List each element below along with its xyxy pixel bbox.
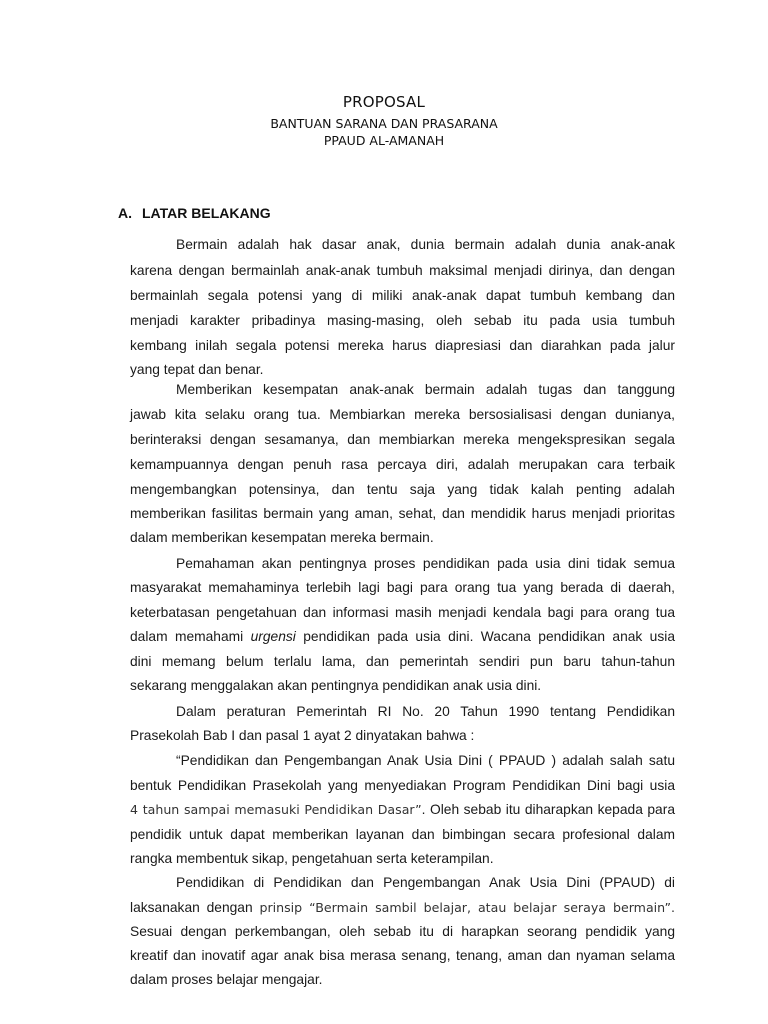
text-line: dalam proses belajar mengajar.: [130, 972, 323, 987]
section-heading: [118, 205, 271, 221]
text-line: [130, 800, 675, 820]
text-line: bermainlah segala potensi yang di miliki anak-anak dapat tumbuh kembang dan: [130, 288, 675, 303]
text-line: menjadi karakter pribadinya masing-masing, oleh sebab itu pada usia tumbuh: [130, 313, 675, 328]
italic-term: urgensi: [250, 629, 296, 644]
text-line: berinteraksi dengan sesamanya, dan membiarkan mereka mengekspresikan segala: [130, 432, 675, 447]
text-run: laksanakan dengan: [130, 900, 260, 915]
text-line: [130, 627, 675, 647]
text-line: yang tepat dan benar.: [130, 362, 264, 377]
document-subtitle-1: BANTUAN SARANA DAN PRASARANA: [270, 116, 498, 131]
text-line: sekarang menggalakan akan pentingnya pendidikan anak usia dini.: [130, 678, 542, 693]
text-line: Prasekolah Bab I dan pasal 1 ayat 2 dinyatakan bahwa :: [130, 728, 475, 743]
text-run: dalam memahami: [130, 629, 251, 644]
text-run: pendidikan pada usia dini. Wacana pendidikan anak usia: [295, 629, 675, 644]
text-line: Pemahaman akan pentingnya proses pendidikan pada usia dini tidak semua: [176, 556, 675, 571]
text-line: Memberikan kesempatan anak-anak bermain adalah tugas dan tanggung: [176, 382, 675, 397]
text-line: memberikan fasilitas bermain yang aman, sehat, dan mendidik harus menjadi prioritas: [130, 506, 675, 521]
text-run: . Oleh sebab itu diharapkan kepada para: [421, 802, 675, 817]
text-line: rangka membentuk sikap, pengetahuan serta keterampilan.: [130, 851, 494, 866]
text-line: Pendidikan di Pendidikan dan Pengembangan Anak Usia Dini (PPAUD) di: [176, 875, 675, 890]
text-line: mengembangkan potensinya, dan tentu saja yang tidak kalah penting adalah: [130, 482, 675, 497]
text-line: karena dengan bermainlah anak-anak tumbuh maksimal menjadi dirinya, dan dengan: [130, 263, 675, 278]
text-line: bentuk Pendidikan Prasekolah yang menyediakan Program Pendidikan Dini bagi usia: [130, 778, 675, 793]
text-line: kemampuannya dengan penuh rasa percaya diri, adalah merupakan cara terbaik: [130, 457, 675, 472]
text-line: dalam memberikan kesempatan mereka bermain.: [130, 530, 434, 545]
text-line: keterbatasan pengetahuan dan informasi masih menjadi kendala bagi para orang tua: [130, 605, 675, 620]
text-run: 4 tahun sampai memasuki Pendidikan Dasar”: [130, 802, 422, 817]
text-line: kreatif dan inovatif agar anak bisa merasa senang, tenang, aman dan nyaman selama: [130, 948, 675, 963]
text-line: jawab kita selaku orang tua. Membiarkan mereka bersosialisasi dengan dunianya,: [130, 407, 675, 422]
text-line: Sesuai dengan perkembangan, oleh sebab itu di harapkan seorang pendidik yang: [130, 924, 675, 939]
text-line: “Pendidikan dan Pengembangan Anak Usia Dini ( PPAUD ) adalah salah satu: [176, 753, 675, 768]
document-title: PROPOSAL: [342, 93, 426, 111]
text-run: prinsip “Bermain sambil belajar, atau belajar seraya bermain”.: [259, 900, 675, 915]
text-line: Dalam peraturan Pemerintah RI No. 20 Tahun 1990 tentang Pendidikan: [176, 704, 675, 719]
text-line: Bermain adalah hak dasar anak, dunia bermain adalah dunia anak-anak: [176, 237, 675, 252]
document-subtitle-2: PPAUD AL-AMANAH: [323, 133, 445, 148]
text-line: masyarakat memahaminya terlebih lagi bagi para orang tua yang berada di daerah,: [130, 580, 675, 595]
section-number: A.: [118, 205, 132, 221]
text-line: kembang inilah segala potensi mereka harus diapresiasi dan diarahkan pada jalur: [130, 338, 675, 353]
text-line: dini memang belum terlalu lama, dan pemerintah sendiri pun baru tahun-tahun: [130, 654, 675, 669]
text-line: [130, 898, 675, 918]
section-title: LATAR BELAKANG: [142, 205, 271, 221]
text-line: pendidik untuk dapat memberikan layanan dan bimbingan secara profesional dalam: [130, 827, 675, 842]
